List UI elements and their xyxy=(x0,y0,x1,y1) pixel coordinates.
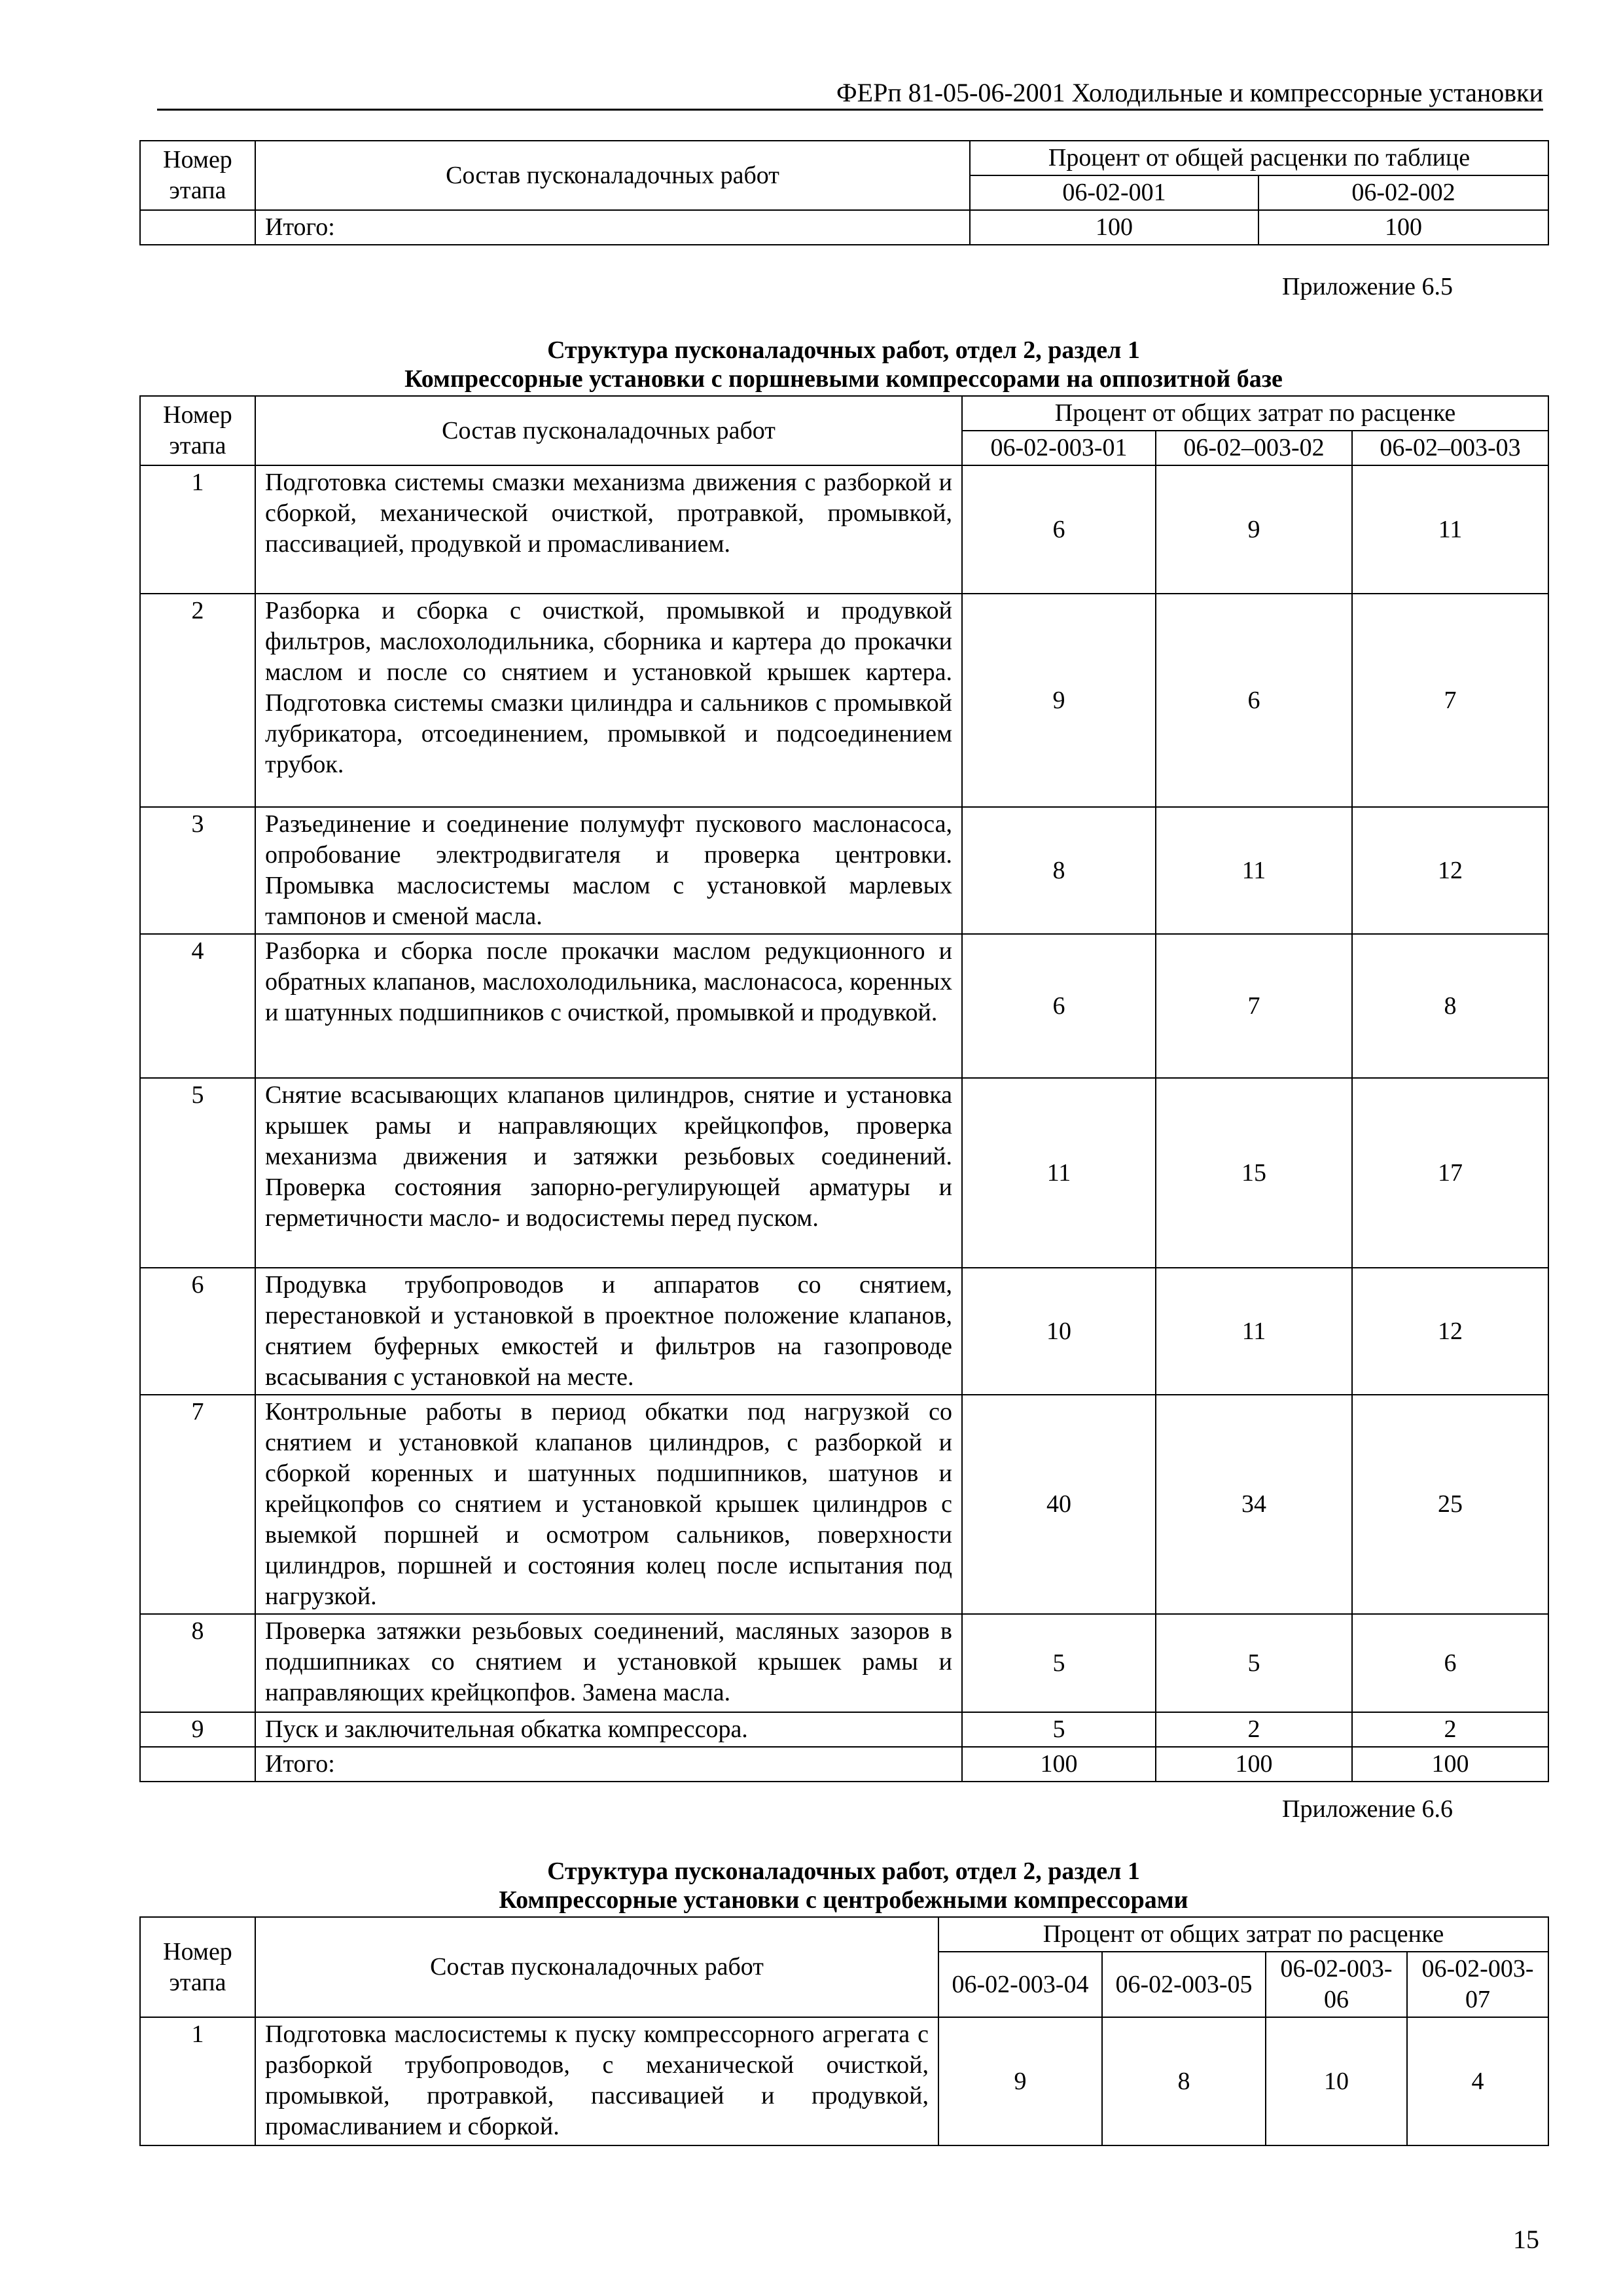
percent-value: 34 xyxy=(1156,1395,1352,1614)
percent-value: 12 xyxy=(1352,807,1548,934)
percent-value: 25 xyxy=(1352,1395,1548,1614)
work-description: Разборка и сборка после прокачки маслом редукционного и обратных клапанов, маслохолодильника, маслонасоса, коренных и шатунных подшипников с очисткой, промывкой и продувкой. xyxy=(255,934,962,1078)
stage-number: 1 xyxy=(140,2017,255,2145)
percent-value: 2 xyxy=(1156,1712,1352,1747)
percent-value: 9 xyxy=(1156,465,1352,594)
stage-number: 4 xyxy=(140,934,255,1078)
percent-value: 17 xyxy=(1352,1078,1548,1268)
percent-value: 4 xyxy=(1407,2017,1548,2145)
table-row xyxy=(140,1268,1548,1395)
code-header: 06-02-003-01 xyxy=(962,431,1156,465)
col-work-header: Состав пусконаладочных работ xyxy=(255,396,962,465)
percent-value: 8 xyxy=(1102,2017,1266,2145)
col-num-header: Номер этапа xyxy=(140,1917,255,2017)
work-description: Проверка затяжки резьбовых соединений, масляных зазоров в подшипниках со снятием и установкой крышек рамы и направляющих крейцкопфов. Замена масла. xyxy=(255,1614,962,1712)
work-description: Продувка трубопроводов и аппаратов со снятием, перестановкой и установкой в проектное положение клапанов, снятием буферных емкостей и фильтров на газопроводе всасывания с установкой на месте. xyxy=(255,1268,962,1395)
percent-value: 6 xyxy=(962,465,1156,594)
code-header: 06-02-003-06 xyxy=(1266,1952,1407,2017)
work-description: Подготовка системы смазки механизма движения с разборкой и сборкой, механической очисткой, протравкой, промывкой, пассивацией, продувкой и промасливанием. xyxy=(255,465,962,594)
table-row xyxy=(140,1078,1548,1268)
percent-header: Процент от общих затрат по расценке xyxy=(962,396,1548,431)
col-work-header: Состав пусконаладочных работ xyxy=(255,141,970,210)
stage-number: 7 xyxy=(140,1395,255,1614)
percent-value: 8 xyxy=(1352,934,1548,1078)
table-title: Структура пусконаладочных работ, отдел 2, раздел 1 xyxy=(547,336,1140,364)
appendix-6-5-table xyxy=(139,395,1549,1782)
stage-number: 9 xyxy=(140,1712,255,1747)
percent-value: 6 xyxy=(1156,594,1352,807)
table-row xyxy=(140,1395,1548,1614)
total-label: Итого: xyxy=(255,210,970,245)
table-subtitle: Компрессорные установки с центробежными компрессорами xyxy=(499,1886,1188,1914)
stage-number: 8 xyxy=(140,1614,255,1712)
percent-value: 7 xyxy=(1352,594,1548,807)
percent-header: Процент от общей расценки по таблице xyxy=(970,141,1548,175)
page-number: 15 xyxy=(1513,2225,1539,2254)
table-row xyxy=(140,1614,1548,1712)
table-row xyxy=(140,1712,1548,1747)
stage-number: 1 xyxy=(140,465,255,594)
table-row xyxy=(140,934,1548,1078)
work-description: Разъединение и соединение полумуфт пускового маслонасоса, опробование электродвигателя и проверка центровки. Промывка маслосистемы маслом с установкой марлевых тампонов и сменой масла. xyxy=(255,807,962,934)
work-description: Подготовка маслосистемы к пуску компрессорного агрегата с разборкой трубопроводов, с механической очисткой, промывкой, протравкой, пассивацией и продувкой, промасливанием и сборкой. xyxy=(255,2017,938,2145)
percent-value: 6 xyxy=(962,934,1156,1078)
running-header: ФЕРп 81-05-06-2001 Холодильные и компрессорные установки xyxy=(836,78,1543,107)
work-description: Снятие всасывающих клапанов цилиндров, снятие и установка крышек рамы и направляющих крейцкопфов, проверка механизма движения и затяжки резьбовых соединений. Проверка состояния запорно-регулирующей арматуры и герметичности масло- и водосистемы перед пуском. xyxy=(255,1078,962,1268)
percent-value: 11 xyxy=(1156,807,1352,934)
total-value: 100 xyxy=(962,1747,1156,1782)
top-table xyxy=(139,140,1549,245)
percent-value: 5 xyxy=(962,1614,1156,1712)
code-header: 06-02–003-02 xyxy=(1156,431,1352,465)
stage-number: 6 xyxy=(140,1268,255,1395)
percent-value: 11 xyxy=(962,1078,1156,1268)
code-header: 06-02-001 xyxy=(970,175,1258,210)
work-description: Разборка и сборка с очисткой, промывкой и продувкой фильтров, маслохолодильника, сборника и картера до прокачки маслом и после со снятием и установкой крышек картера. Подготовка системы смазки цилиндра и сальников с промывкой лубрикатора, отсоединением, промывкой и подсоединением трубок. xyxy=(255,594,962,807)
table-row xyxy=(140,2017,1548,2145)
stage-number: 5 xyxy=(140,1078,255,1268)
code-header: 06-02-003-05 xyxy=(1102,1952,1266,2017)
work-description: Контрольные работы в период обкатки под нагрузкой со снятием и установкой клапанов цилиндров, с разборкой и сборкой коренных и шатунных подшипников, шатунов и крейцкопфов со снятием и установкой крышек цилиндров с выемкой поршней и осмотром сальников, поверхности цилиндров, поршней и состояния колец после испытания под нагрузкой. xyxy=(255,1395,962,1614)
appendix-6-6-table xyxy=(139,1916,1549,2146)
percent-value: 5 xyxy=(962,1712,1156,1747)
col-num-header: Номер этапа xyxy=(140,141,255,210)
total-value: 100 xyxy=(970,210,1258,245)
percent-value: 11 xyxy=(1352,465,1548,594)
percent-value: 6 xyxy=(1352,1614,1548,1712)
work-description: Пуск и заключительная обкатка компрессора. xyxy=(255,1712,962,1747)
percent-value: 10 xyxy=(962,1268,1156,1395)
code-header: 06-02-002 xyxy=(1258,175,1548,210)
percent-value: 7 xyxy=(1156,934,1352,1078)
table-title: Структура пусконаладочных работ, отдел 2, раздел 1 xyxy=(547,1857,1140,1885)
percent-value: 40 xyxy=(962,1395,1156,1614)
total-label: Итого: xyxy=(255,1747,962,1782)
appendix-label: Приложение 6.5 xyxy=(1282,273,1453,300)
code-header: 06-02-003-04 xyxy=(938,1952,1102,2017)
table-row xyxy=(140,807,1548,934)
total-value: 100 xyxy=(1258,210,1548,245)
total-value: 100 xyxy=(1156,1747,1352,1782)
percent-value: 8 xyxy=(962,807,1156,934)
total-value: 100 xyxy=(1352,1747,1548,1782)
col-work-header: Состав пусконаладочных работ xyxy=(255,1917,938,2017)
percent-value: 5 xyxy=(1156,1614,1352,1712)
percent-value: 15 xyxy=(1156,1078,1352,1268)
stage-number: 2 xyxy=(140,594,255,807)
percent-value: 2 xyxy=(1352,1712,1548,1747)
percent-value: 11 xyxy=(1156,1268,1352,1395)
code-header: 06-02-003-07 xyxy=(1407,1952,1548,2017)
header-rule xyxy=(157,109,1543,111)
code-header: 06-02–003-03 xyxy=(1352,431,1548,465)
stage-number: 3 xyxy=(140,807,255,934)
appendix-label: Приложение 6.6 xyxy=(1282,1795,1453,1823)
table-row xyxy=(140,594,1548,807)
table-row xyxy=(140,465,1548,594)
percent-header: Процент от общих затрат по расценке xyxy=(938,1917,1548,1952)
percent-value: 12 xyxy=(1352,1268,1548,1395)
percent-value: 9 xyxy=(938,2017,1102,2145)
col-num-header: Номер этапа xyxy=(140,396,255,465)
percent-value: 10 xyxy=(1266,2017,1407,2145)
table-subtitle: Компрессорные установки с поршневыми компрессорами на оппозитной базе xyxy=(404,365,1283,393)
percent-value: 9 xyxy=(962,594,1156,807)
